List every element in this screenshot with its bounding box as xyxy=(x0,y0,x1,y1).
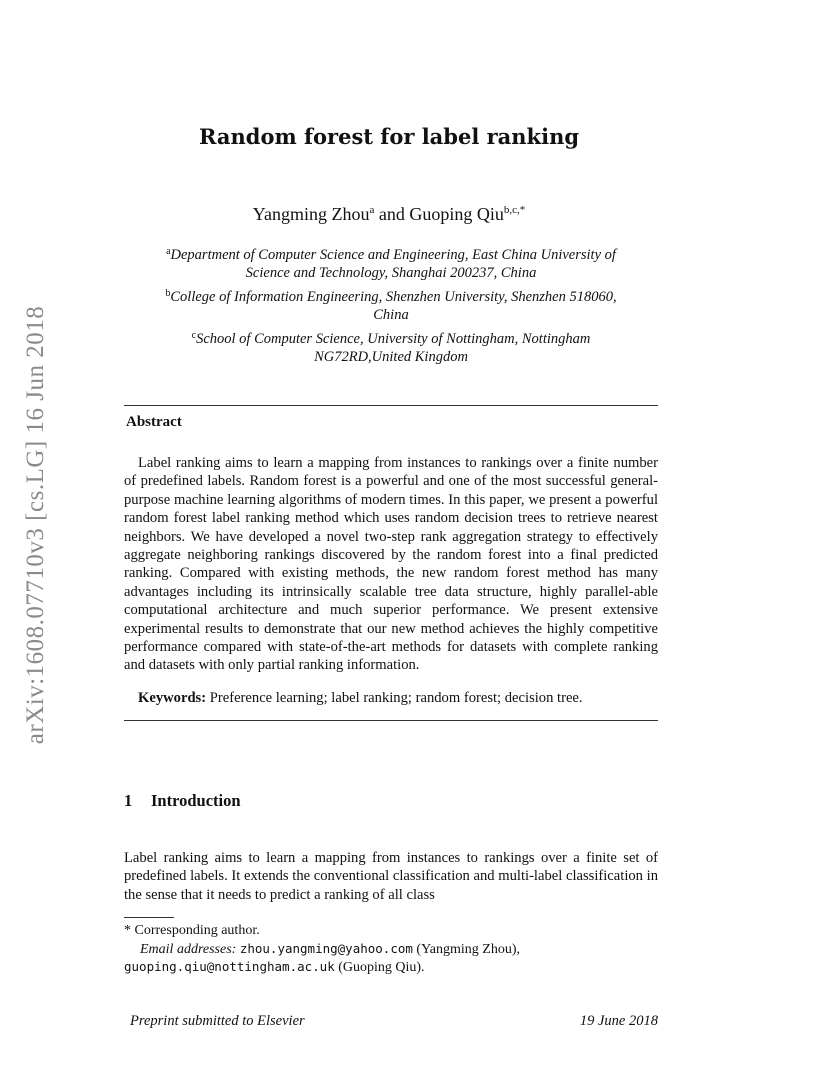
affil-text: College of Information Engineering, Shenzhen University, Shenzhen 518060, xyxy=(170,289,617,305)
affil-text: Science and Technology, Shanghai 200237, China xyxy=(245,265,537,281)
introduction-text: Label ranking aims to learn a mapping from instances to rankings over a finite set of predefined labels. It extends the conventional classification and multi-label classification in the sense that it needs to predict a ranking of all class xyxy=(124,850,658,903)
keywords-label: Keywords: xyxy=(138,690,207,706)
footer-left: Preprint submitted to Elsevier xyxy=(130,1013,305,1029)
email-link[interactable]: zhou.yangming@yahoo.com xyxy=(239,941,413,956)
affiliation-a xyxy=(126,243,656,282)
abstract-heading: Abstract xyxy=(126,414,182,430)
footnote-emails xyxy=(140,940,520,959)
affil-text: Department of Computer Science and Engineering, East China University of xyxy=(170,247,616,263)
abstract-top-rule xyxy=(124,405,658,406)
keywords-list: Preference learning; label ranking; random forest; decision tree. xyxy=(209,690,583,706)
affil-marker: c xyxy=(191,330,197,341)
author-affil-marker: a xyxy=(369,204,375,216)
author-name: Yangming Zhou xyxy=(252,204,370,224)
author-name: Guoping Qiu xyxy=(409,204,504,224)
affil-marker: b xyxy=(165,288,171,299)
introduction-body xyxy=(124,849,658,904)
email-owner: (Yangming Zhou), xyxy=(416,942,520,957)
footnote-emails-cont xyxy=(124,958,425,977)
affiliation-c xyxy=(126,327,656,366)
author-line xyxy=(0,204,778,225)
footnote-text: Corresponding author. xyxy=(134,923,260,938)
author-affil-marker: b,c,* xyxy=(503,204,526,216)
footnote-rule xyxy=(124,917,174,918)
section-number: 1 xyxy=(124,791,133,810)
keywords-line xyxy=(138,690,583,707)
email-owner: (Guoping Qiu). xyxy=(338,960,425,975)
abstract-bottom-rule xyxy=(124,720,658,721)
affil-text: NG72RD,United Kingdom xyxy=(314,349,468,365)
footnote-marker: * xyxy=(124,923,131,938)
section-heading xyxy=(124,791,241,811)
arxiv-identifier-text: arXiv:1608.07710v3 [cs.LG] 16 Jun 2018 xyxy=(22,305,49,745)
abstract-text: Label ranking aims to learn a mapping from instances to rankings over a finite number of predefined labels. Random forest is a powerful and one of the most successful general-purpose machine learning algorithms of modern times. In this paper, we present a powerful random forest label ranking method which uses random decision trees to retrieve nearest neighbors. We have developed a novel two-step rank aggregation strategy to effectively aggregate neighboring rankings discovered by the random forest into a final predicted ranking. Compared with existing methods, the new random forest method has many advantages including its intrinsically scalable tree data structure, highly parallel-able computational architecture and much superior performance. We present extensive experimental results to demonstrate that our new method achieves the highly competitive performance compared with state-of-the-art methods for datasets with complete ranking and datasets with only partial ranking information. xyxy=(124,455,658,674)
footer-right: 19 June 2018 xyxy=(579,1013,658,1029)
paper-title: Random forest for label ranking xyxy=(198,124,580,149)
affiliation-b xyxy=(126,285,656,324)
email-link[interactable]: guoping.qiu@nottingham.ac.uk xyxy=(124,959,335,974)
footnote-corresponding xyxy=(124,922,260,940)
abstract-body xyxy=(124,454,658,675)
affil-text: School of Computer Science, University of Nottingham, Nottingham xyxy=(196,331,591,347)
section-title: Introduction xyxy=(151,791,241,810)
author-conjunction: and xyxy=(378,204,405,224)
email-label: Email addresses: xyxy=(140,942,237,957)
affil-text: China xyxy=(373,307,409,323)
affil-marker: a xyxy=(166,246,171,257)
